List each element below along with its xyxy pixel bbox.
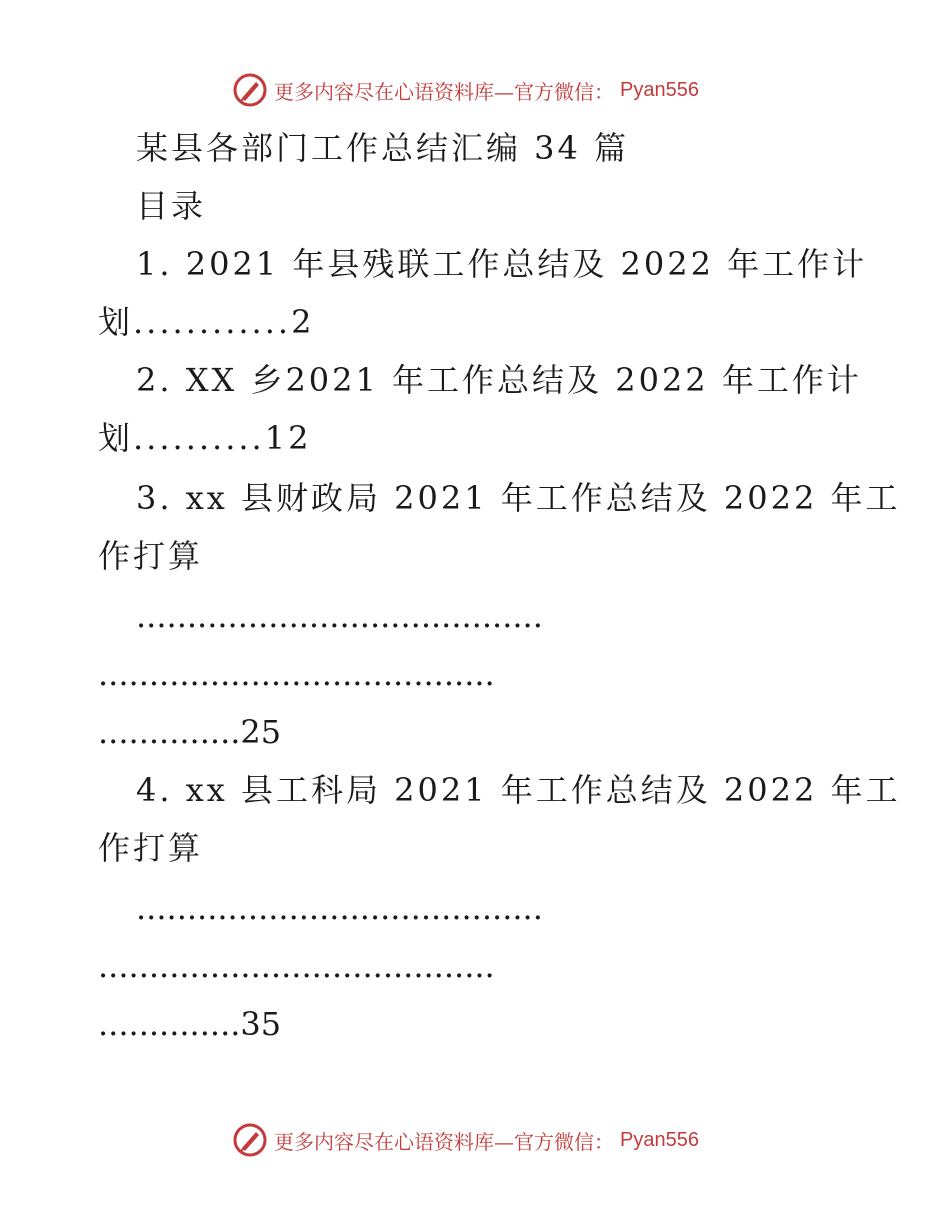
toc-entry-1-line1: 1. 2021 年县残联工作总结及 2022 年工作计 [136, 245, 868, 283]
watermark-wechat-id: Pyan556 [620, 78, 699, 101]
quill-pen-logo-icon [232, 72, 268, 108]
watermark-text: 更多内容尽在心语资料库—官方微信： [274, 1129, 614, 1154]
toc-entry-1-line2: 划............2 [98, 303, 315, 341]
watermark-footer [232, 1120, 712, 1160]
toc-entry-4-dots2: ....................................... [98, 947, 495, 985]
toc-entry-4-line2: 作打算 [98, 829, 204, 867]
toc-entry-3-page: ..............25 [98, 713, 282, 751]
toc-entry-3-line1: 3. xx 县财政局 2021 年工作总结及 2022 年工 [136, 479, 901, 517]
watermark-header [232, 70, 712, 110]
toc-entry-3-dots2: ....................................... [98, 655, 495, 693]
watermark-wechat-id: Pyan556 [620, 1128, 699, 1151]
watermark-text: 更多内容尽在心语资料库—官方微信： [274, 79, 614, 104]
toc-entry-3-line2: 作打算 [98, 537, 204, 575]
document-title: 某县各部门工作总结汇编 34 篇 [136, 129, 630, 167]
toc-heading: 目录 [136, 187, 207, 225]
toc-entry-2-line2: 划..........12 [98, 419, 312, 457]
toc-entry-3-dots1: ........................................ [136, 597, 543, 635]
toc-entry-4-line1: 4. xx 县工科局 2021 年工作总结及 2022 年工 [136, 771, 901, 809]
quill-pen-logo-icon [232, 1122, 268, 1158]
toc-entry-4-dots1: ........................................ [136, 889, 543, 927]
toc-entry-4-page: ..............35 [98, 1005, 282, 1043]
toc-entry-2-line1: 2. XX 乡2021 年工作总结及 2022 年工作计 [136, 361, 862, 399]
